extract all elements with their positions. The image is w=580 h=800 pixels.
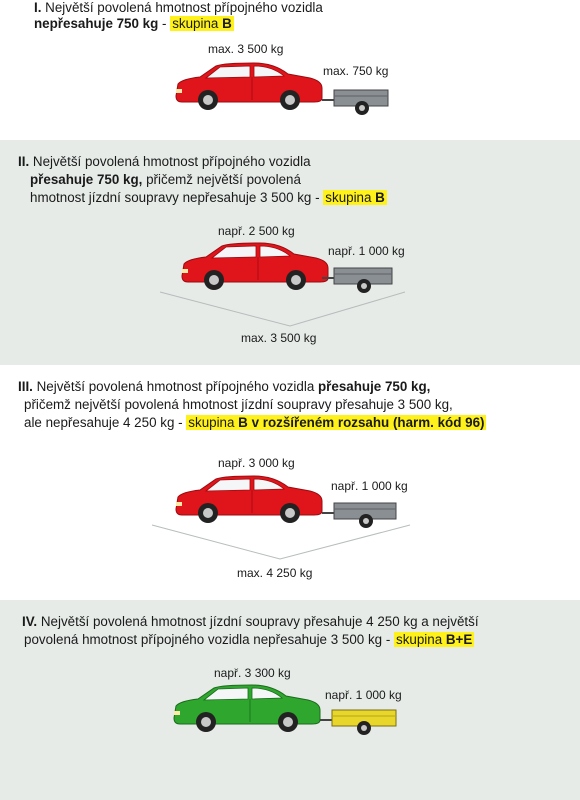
section-1-car-weight: max. 3 500 kg xyxy=(208,42,284,56)
section-3-line-1-text: Největší povolená hmotnost přípojného vozidla xyxy=(32,379,318,394)
section-1-trailer-weight: max. 750 kg xyxy=(323,64,389,78)
section-3-group-text: skupina xyxy=(188,415,239,430)
section-3-condition: přesahuje 750 kg, xyxy=(317,379,431,394)
section-group-b-extended-code-96 xyxy=(0,365,580,600)
section-1-group-text: skupina xyxy=(172,16,223,31)
section-1-car-trailer-illustration xyxy=(0,0,580,140)
section-2-car-trailer-illustration xyxy=(0,140,580,365)
section-4-sep: - xyxy=(382,632,394,647)
section-1-sep: - xyxy=(158,16,171,31)
section-2-numeral: II. xyxy=(18,154,30,169)
section-4-line-1-text: Největší povolená hmotnost jízdní soupravy přesahuje 4 250 kg a největší xyxy=(37,614,479,629)
section-4-car-weight: např. 3 300 kg xyxy=(214,666,291,680)
section-2-sep: - xyxy=(311,190,324,205)
section-1-trailer-icon xyxy=(322,90,388,115)
section-4-car-trailer-illustration xyxy=(0,600,580,800)
section-3-trailer-icon xyxy=(322,503,396,528)
section-2-group-text: skupina xyxy=(325,190,376,205)
section-3-group-code: B v rozšířeném rozsahu (harm. kód 96) xyxy=(238,415,485,430)
section-3-line-3-text: ale nepřesahuje 4 250 kg xyxy=(24,415,175,430)
section-3-numeral: III. xyxy=(18,379,33,394)
section-3-total-bracket xyxy=(152,525,410,559)
section-group-b-plus-e xyxy=(0,600,580,800)
section-3-car-icon xyxy=(176,476,322,523)
section-1-car-icon xyxy=(176,63,322,110)
section-4-trailer-icon xyxy=(320,710,396,735)
section-2-condition: přesahuje 750 kg, xyxy=(30,172,143,187)
section-2-trailer-weight: např. 1 000 kg xyxy=(328,244,405,258)
section-2-line-2-text: přičemž největší povolená xyxy=(142,172,301,187)
section-3-line-2: přičemž největší povolená hmotnost jízdní soupravy přesahuje 3 500 kg, xyxy=(24,397,453,412)
section-4-group-code: B+E xyxy=(445,632,473,647)
section-2-trailer-icon xyxy=(322,268,392,293)
section-2-car-weight: např. 2 500 kg xyxy=(218,224,295,238)
section-2-line-3-text: hmotnost jízdní soupravy nepřesahuje 3 500 kg xyxy=(30,190,312,205)
section-group-b-combination-up-to-3500 xyxy=(0,140,580,365)
section-3-total-weight: max. 4 250 kg xyxy=(237,566,313,580)
section-4-numeral: IV. xyxy=(22,614,38,629)
section-1-line-1-text: Největší povolená hmotnost přípojného vozidla xyxy=(41,0,323,15)
section-4-group-text: skupina xyxy=(396,632,446,647)
section-3-sep: - xyxy=(174,415,187,430)
section-3-car-weight: např. 3 000 kg xyxy=(218,456,295,470)
section-2-group-code: B xyxy=(375,190,385,205)
section-4-trailer-weight: např. 1 000 kg xyxy=(325,688,402,702)
section-4-line-2-text: povolená hmotnost přípojného vozidla nepřesahuje 3 500 kg xyxy=(24,632,383,647)
section-1-condition: nepřesahuje 750 kg xyxy=(34,16,159,31)
section-2-total-weight: max. 3 500 kg xyxy=(241,331,317,345)
section-4-car-icon xyxy=(174,685,320,732)
section-2-line-1-text: Největší povolená hmotnost přípojného vozidla xyxy=(29,154,311,169)
section-3-trailer-weight: např. 1 000 kg xyxy=(331,479,408,493)
section-2-car-icon xyxy=(182,243,328,290)
section-2-total-bracket xyxy=(160,292,405,326)
section-group-b-light-trailer xyxy=(0,0,580,140)
section-1-group-code: B xyxy=(222,16,232,31)
section-3-car-trailer-illustration xyxy=(0,365,580,600)
section-1-numeral: I. xyxy=(34,0,42,15)
